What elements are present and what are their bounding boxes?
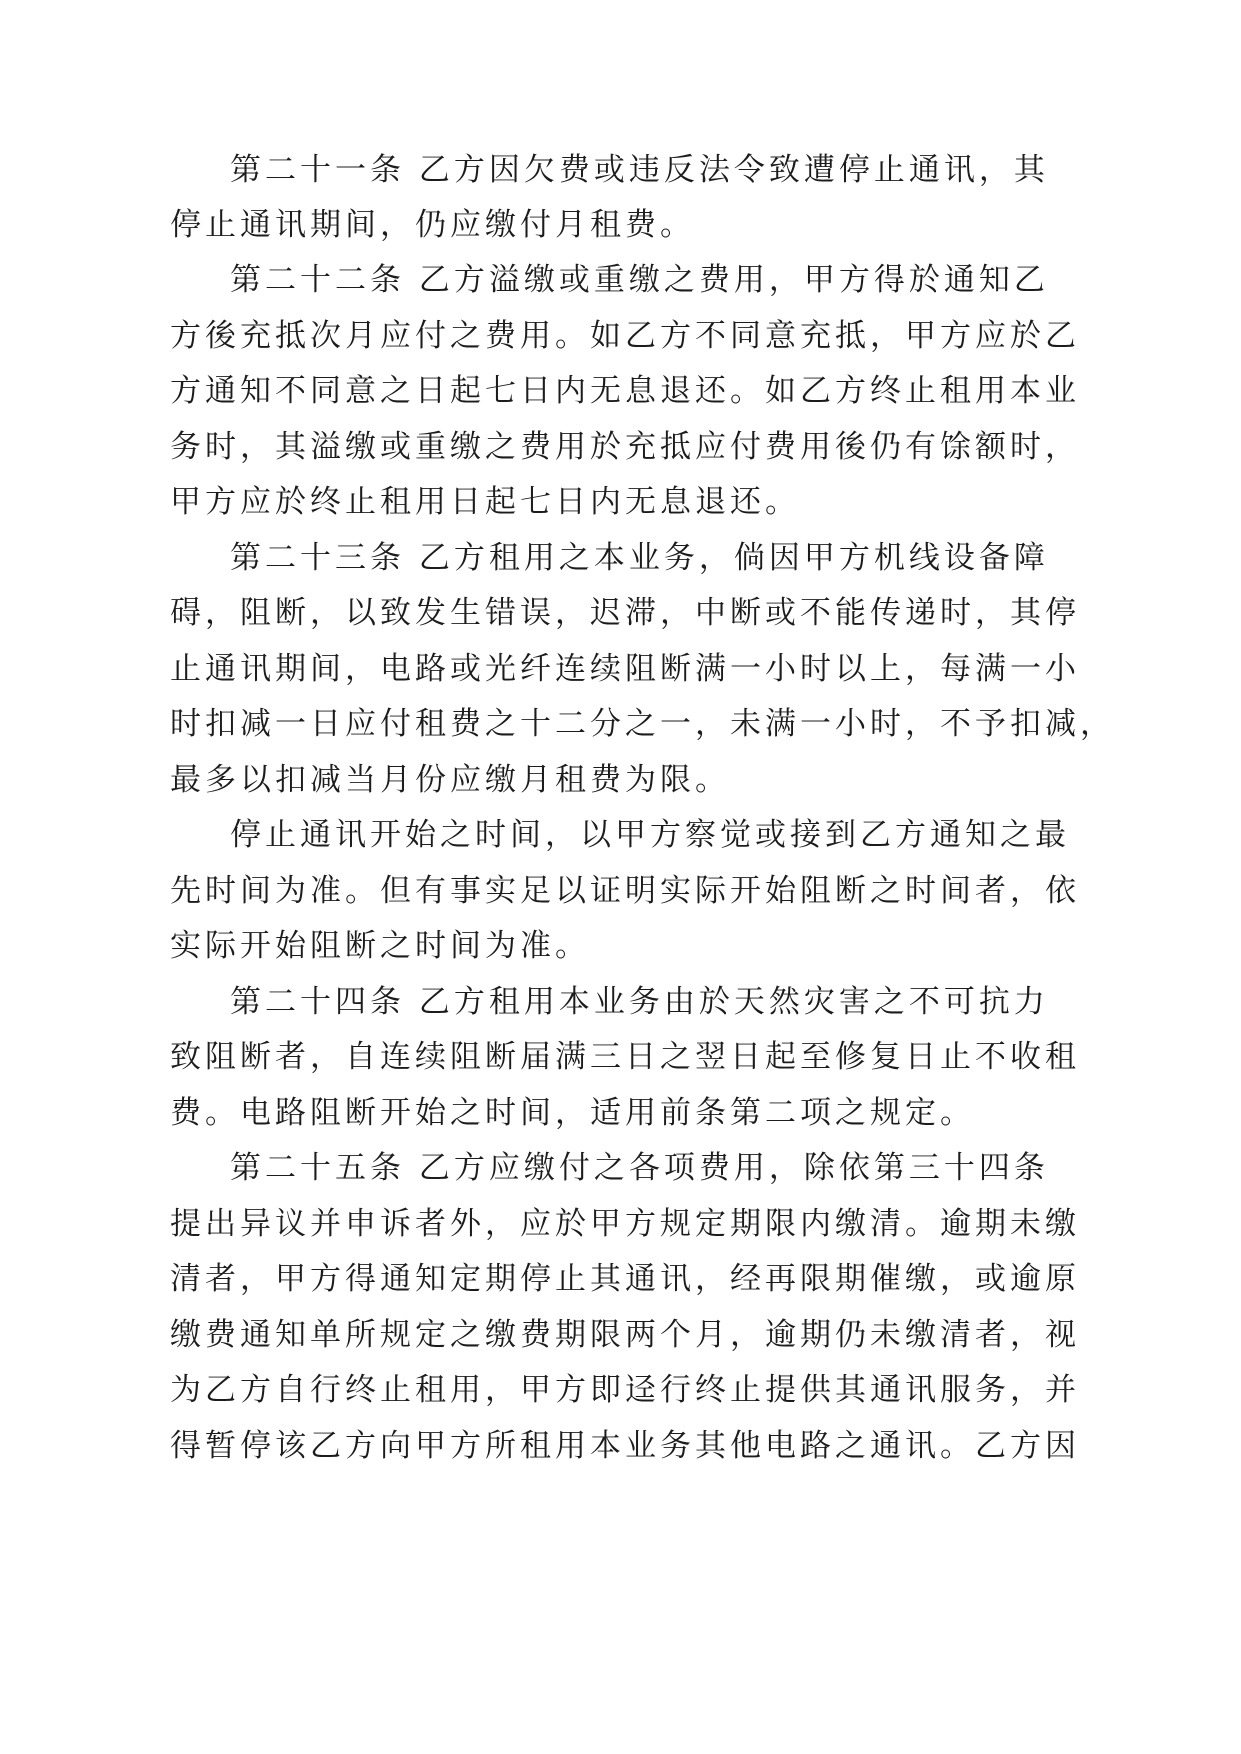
text-line: 时扣减一日应付租费之十二分之一，未满一小时，不予扣减， (170, 706, 1115, 742)
text-line: 费。电路阻断开始之时间，适用前条第二项之规定。 (170, 1095, 975, 1131)
text-line: 缴费通知单所规定之缴费期限两个月，逾期仍未缴清者，视 (170, 1317, 1080, 1353)
text-line: 提出异议并申诉者外，应於甲方规定期限内缴清。逾期未缴 (170, 1206, 1080, 1242)
text-line: 实际开始阻断之时间为准。 (170, 928, 590, 964)
text-line: 第二十二条 乙方溢缴或重缴之费用，甲方得於通知乙 (230, 262, 1049, 298)
text-line: 致阻断者，自连续阻断届满三日之翌日起至修复日止不收租 (170, 1039, 1080, 1075)
text-line: 第二十一条 乙方因欠费或违反法令致遭停止通讯，其 (230, 152, 1049, 188)
text-line: 先时间为准。但有事实足以证明实际开始阻断之时间者，依 (170, 873, 1080, 909)
text-line: 清者，甲方得通知定期停止其通讯，经再限期催缴，或逾原 (170, 1261, 1080, 1297)
text-line: 碍，阻断，以致发生错误，迟滞，中断或不能传递时，其停 (170, 595, 1080, 631)
text-line: 务时，其溢缴或重缴之费用於充抵应付费用後仍有馀额时， (170, 429, 1080, 465)
text-line: 停止通讯期间，仍应缴付月租费。 (170, 207, 695, 243)
text-line: 第二十三条 乙方租用之本业务，倘因甲方机线设备障 (230, 540, 1049, 576)
text-line: 第二十五条 乙方应缴付之各项费用，除依第三十四条 (230, 1150, 1049, 1186)
text-line: 第二十四条 乙方租用本业务由於天然灾害之不可抗力 (230, 984, 1049, 1020)
text-line: 最多以扣减当月份应缴月租费为限。 (170, 762, 730, 798)
text-line: 甲方应於终止租用日起七日内无息退还。 (170, 484, 800, 520)
text-line: 停止通讯开始之时间，以甲方察觉或接到乙方通知之最 (230, 817, 1070, 853)
text-line: 得暂停该乙方向甲方所租用本业务其他电路之通讯。乙方因 (170, 1428, 1080, 1464)
text-line: 止通讯期间，电路或光纤连续阻断满一小时以上，每满一小 (170, 651, 1080, 687)
text-line: 方通知不同意之日起七日内无息退还。如乙方终止租用本业 (170, 373, 1080, 409)
text-line: 方後充抵次月应付之费用。如乙方不同意充抵，甲方应於乙 (170, 318, 1080, 354)
text-line: 为乙方自行终止租用，甲方即迳行终止提供其通讯服务，并 (170, 1372, 1080, 1408)
